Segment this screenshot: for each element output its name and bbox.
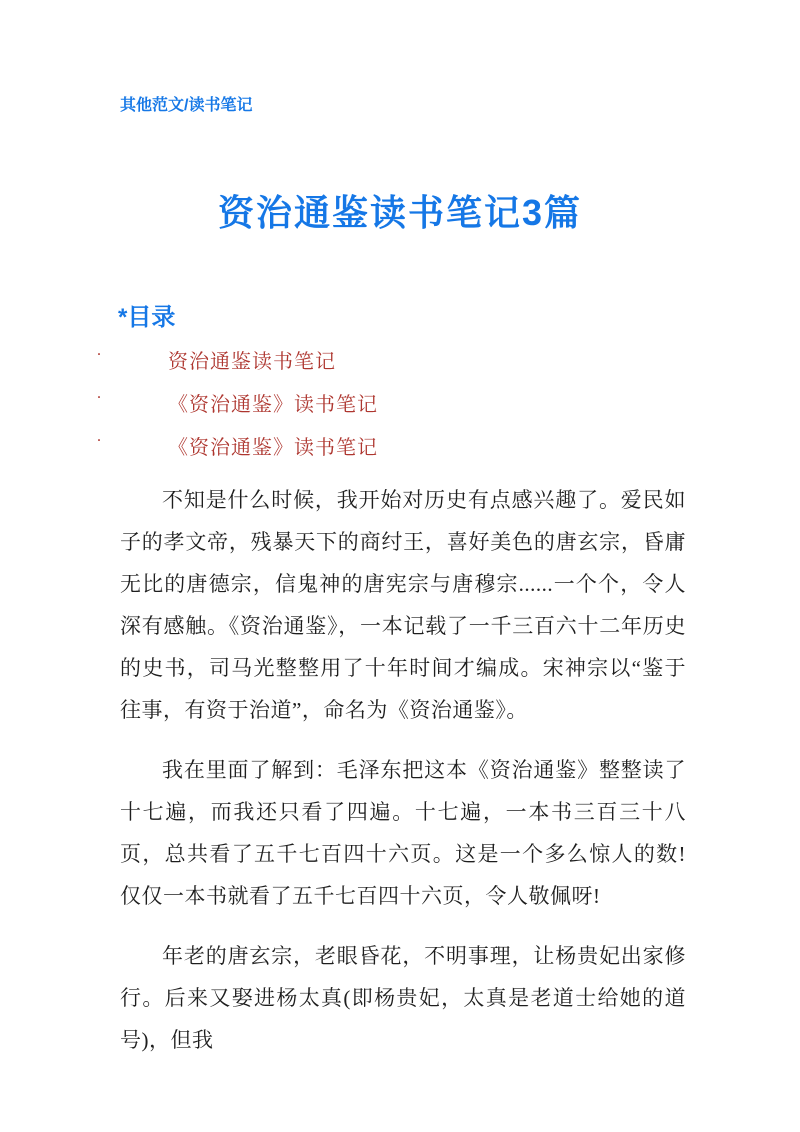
- toc-link-1[interactable]: 资治通鉴读书笔记: [168, 351, 336, 373]
- breadcrumb[interactable]: 其他范文/读书笔记: [120, 97, 253, 114]
- paragraph-1: 不知是什么时候，我开始对历史有点感兴趣了。爱民如子的孝文帝，残暴天下的商纣王，喜好美色的唐玄宗，昏庸无比的唐德宗，信鬼神的唐宪宗与唐穆宗......一个个，令人深有感触。《资治通鉴》，一本记载了一千三百六十二年历史的史书，司马光整整用了十年时间才编成。宋神宗以“鉴于往事，有资于治道”，命名为《资治通鉴》。: [120, 488, 686, 722]
- toc-heading: *目录: [118, 304, 176, 331]
- page-title: 资治通鉴读书笔记3篇: [217, 192, 583, 233]
- toc-item: [0, 384, 800, 427]
- toc-item-bullet: .: [97, 385, 101, 402]
- paragraph-2: 我在里面了解到：毛泽东把这本《资治通鉴》整整读了十七遍，而我还只看了四遍。十七遍，一本书三百三十八页，总共看了五千七百四十六页。这是一个多么惊人的数!仅仅一本书就看了五千七百四十六页，令人敬佩呀!: [120, 758, 686, 908]
- document-body: [120, 479, 686, 1079]
- paragraph-3: 年老的唐玄宗，老眼昏花，不明事理，让杨贵妃出家修行。后来又娶进杨太真(即杨贵妃，太真是老道士给她的道号)，但我: [120, 944, 686, 1052]
- toc-item-bullet: .: [97, 428, 101, 445]
- toc-link-2[interactable]: 《资治通鉴》读书笔记: [168, 394, 378, 416]
- toc-list: [0, 341, 800, 470]
- toc-link-3[interactable]: 《资治通鉴》读书笔记: [168, 437, 378, 459]
- toc-item-bullet: .: [97, 342, 101, 359]
- toc-item: [0, 427, 800, 470]
- toc-item: [0, 341, 800, 384]
